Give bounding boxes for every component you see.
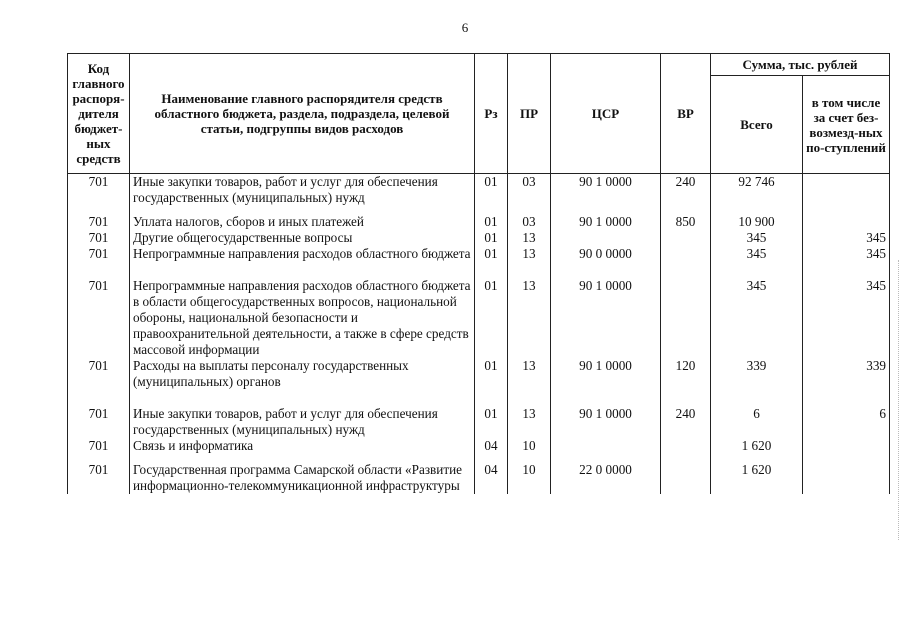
cell-code: 701 bbox=[68, 214, 130, 230]
cell-name: Государственная программа Самарской области «Развитие информационно-телекоммуникационной инфраструктуры bbox=[130, 462, 475, 494]
cell-total: 92 746 bbox=[711, 174, 803, 215]
cell-pr: 10 bbox=[508, 438, 551, 462]
cell-name: Расходы на выплаты персоналу государственных (муниципальных) органов bbox=[130, 358, 475, 406]
cell-vr: 240 bbox=[661, 406, 711, 438]
scan-margin-marks bbox=[898, 260, 903, 540]
cell-name: Иные закупки товаров, работ и услуг для обеспечения государственных (муниципальных) нужд bbox=[130, 174, 475, 215]
cell-free bbox=[803, 462, 890, 494]
cell-vr bbox=[661, 246, 711, 278]
header-code: Код главного распоря-дителя бюджет-ных средств bbox=[68, 54, 130, 174]
table-row bbox=[68, 246, 890, 278]
cell-pr: 03 bbox=[508, 214, 551, 230]
cell-pr: 03 bbox=[508, 174, 551, 215]
cell-csr: 90 1 0000 bbox=[551, 406, 661, 438]
cell-rz: 01 bbox=[475, 214, 508, 230]
cell-free: 345 bbox=[803, 246, 890, 278]
cell-vr: 850 bbox=[661, 214, 711, 230]
cell-free bbox=[803, 174, 890, 215]
table-row bbox=[68, 214, 890, 230]
cell-pr: 10 bbox=[508, 462, 551, 494]
table-row bbox=[68, 438, 890, 462]
cell-code: 701 bbox=[68, 358, 130, 406]
cell-code: 701 bbox=[68, 462, 130, 494]
table-row bbox=[68, 406, 890, 438]
header-pr: ПР bbox=[508, 54, 551, 174]
cell-pr: 13 bbox=[508, 358, 551, 406]
page-number: 6 bbox=[461, 20, 469, 35]
cell-vr: 120 bbox=[661, 358, 711, 406]
cell-total: 345 bbox=[711, 230, 803, 246]
table-row bbox=[68, 174, 890, 215]
cell-csr bbox=[551, 230, 661, 246]
header-name: Наименование главного распорядителя средств областного бюджета, раздела, подраздела, целевой статьи, подгруппы видов расходов bbox=[130, 54, 475, 174]
cell-rz: 01 bbox=[475, 358, 508, 406]
cell-vr bbox=[661, 230, 711, 246]
cell-pr: 13 bbox=[508, 278, 551, 358]
cell-total: 6 bbox=[711, 406, 803, 438]
cell-vr: 240 bbox=[661, 174, 711, 215]
cell-free: 345 bbox=[803, 278, 890, 358]
cell-rz: 01 bbox=[475, 230, 508, 246]
cell-name: Иные закупки товаров, работ и услуг для обеспечения государственных (муниципальных) нужд bbox=[130, 406, 475, 438]
cell-total: 339 bbox=[711, 358, 803, 406]
table-body bbox=[68, 174, 890, 495]
cell-pr: 13 bbox=[508, 406, 551, 438]
cell-free bbox=[803, 214, 890, 230]
cell-vr bbox=[661, 278, 711, 358]
cell-name: Связь и информатика bbox=[130, 438, 475, 462]
cell-pr: 13 bbox=[508, 230, 551, 246]
budget-table bbox=[67, 53, 890, 494]
cell-vr bbox=[661, 462, 711, 494]
cell-rz: 04 bbox=[475, 462, 508, 494]
cell-total: 345 bbox=[711, 246, 803, 278]
cell-code: 701 bbox=[68, 438, 130, 462]
cell-code: 701 bbox=[68, 278, 130, 358]
cell-name: Уплата налогов, сборов и иных платежей bbox=[130, 214, 475, 230]
table-row bbox=[68, 462, 890, 494]
cell-total: 10 900 bbox=[711, 214, 803, 230]
cell-free: 6 bbox=[803, 406, 890, 438]
cell-free: 345 bbox=[803, 230, 890, 246]
cell-total: 345 bbox=[711, 278, 803, 358]
header-vr: ВР bbox=[661, 54, 711, 174]
cell-rz: 01 bbox=[475, 406, 508, 438]
cell-csr: 90 0 0000 bbox=[551, 246, 661, 278]
cell-csr: 90 1 0000 bbox=[551, 214, 661, 230]
header-rz: Рз bbox=[475, 54, 508, 174]
table-header bbox=[68, 54, 890, 174]
cell-rz: 01 bbox=[475, 174, 508, 215]
cell-rz: 04 bbox=[475, 438, 508, 462]
cell-rz: 01 bbox=[475, 246, 508, 278]
table-row bbox=[68, 278, 890, 358]
cell-code: 701 bbox=[68, 174, 130, 215]
cell-total: 1 620 bbox=[711, 438, 803, 462]
cell-csr: 90 1 0000 bbox=[551, 174, 661, 215]
cell-pr: 13 bbox=[508, 246, 551, 278]
cell-free: 339 bbox=[803, 358, 890, 406]
table-row bbox=[68, 358, 890, 406]
table-row bbox=[68, 230, 890, 246]
header-csr: ЦСР bbox=[551, 54, 661, 174]
cell-total: 1 620 bbox=[711, 462, 803, 494]
cell-vr bbox=[661, 438, 711, 462]
cell-name: Другие общегосударственные вопросы bbox=[130, 230, 475, 246]
cell-free bbox=[803, 438, 890, 462]
cell-csr: 90 1 0000 bbox=[551, 278, 661, 358]
cell-csr bbox=[551, 438, 661, 462]
cell-csr: 22 0 0000 bbox=[551, 462, 661, 494]
cell-rz: 01 bbox=[475, 278, 508, 358]
cell-code: 701 bbox=[68, 406, 130, 438]
cell-code: 701 bbox=[68, 230, 130, 246]
cell-name: Непрограммные направления расходов областного бюджета в области общегосударственных вопросов, национальной обороны, национальной безопасности и правоохранительной деятельности, а также в сфере средств массовой информации bbox=[130, 278, 475, 358]
cell-code: 701 bbox=[68, 246, 130, 278]
cell-name: Непрограммные направления расходов областного бюджета bbox=[130, 246, 475, 278]
header-free: в том числе за счет без-возмезд-ных по-ступлений bbox=[803, 76, 890, 174]
header-sum-group: Сумма, тыс. рублей bbox=[711, 54, 890, 76]
header-total: Всего bbox=[711, 76, 803, 174]
cell-csr: 90 1 0000 bbox=[551, 358, 661, 406]
